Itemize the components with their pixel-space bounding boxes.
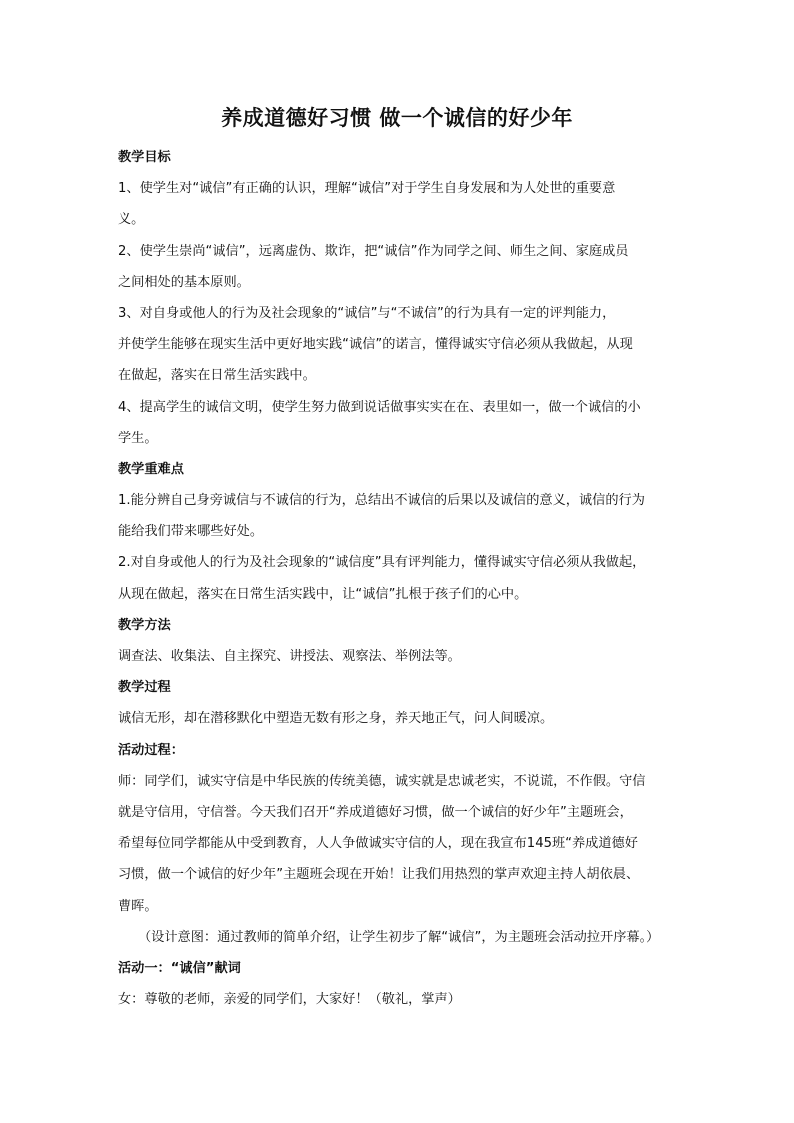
text-line: 在做起，落实在日常生活实践中。 [118,368,316,384]
text-line: （设计意图：通过教师的简单介绍，让学生初步了解“诚信”，为主题班会活动拉开序幕。） [138,929,660,945]
section-heading: 教学目标 [118,150,171,165]
section-heading: 教学重难点 [118,461,184,477]
text-line: 义。 [118,212,145,228]
text-line: 调查法、收集法、自主探究、讲授法、观察法、举例法等。 [118,649,461,664]
text-line: 曹晖。 [118,898,158,914]
text-line: 希望每位同学都能从中受到教育，人人争做诚实守信的人，现在我宣布145班“养成道德好 [118,836,638,852]
document-title: 养成道德好习惯 做一个诚信的好少年 [221,106,573,130]
text-line: 就是守信用，守信誉。今天我们召开“养成道德好习惯，做一个诚信的好少年”主题班会， [118,804,633,820]
text-line: 2.对自身或他人的行为及社会现象的“诚信度”具有评判能力，懂得诚实守信必须从我做起， [118,555,646,571]
section-heading: 教学过程 [118,680,171,696]
text-line: 2、使学生崇尚“诚信”，远离虚伪、欺诈，把“诚信”作为同学之间、师生之间、家庭成员 [118,243,629,259]
text-line: 并使学生能够在现实生活中更好地实践“诚信”的诺言，懂得诚实守信必须从我做起，从现 [118,337,633,353]
section-heading: 活动一：“诚信”献词 [118,960,241,976]
text-line: 3、对自身或他人的行为及社会现象的“诚信”与“不诚信”的行为具有一定的评判能力， [118,305,616,321]
text-line: 之间相处的基本原则。 [118,274,250,290]
text-line: 4、提高学生的诚信文明，使学生努力做到说话做事实实在在、表里如一，做一个诚信的小 [118,399,641,415]
text-line: 女：尊敬的老师，亲爱的同学们，大家好！（敬礼，掌声） [118,992,461,1008]
text-line: 学生。 [118,430,158,446]
text-line: 能给我们带来哪些好处。 [118,524,264,540]
text-line: 习惯，做一个诚信的好少年”主题班会现在开始！让我们用热烈的掌声欢迎主持人胡依晨、 [118,867,640,883]
section-heading: 活动过程： [118,742,184,758]
text-line: 从现在做起，落实在日常生活实践中，让“诚信”扎根于孩子们的心中。 [118,586,528,602]
section-heading: 教学方法 [118,617,171,633]
text-line: 1.能分辨自己身旁诚信与不诚信的行为，总结出不诚信的后果以及诚信的意义，诚信的行为 [118,493,645,509]
text-line: 1、使学生对“诚信”有正确的认识，理解“诚信”对于学生自身发展和为人处世的重要意 [118,181,616,197]
text-line: 诚信无形，却在潜移默化中塑造无数有形之身，养天地正气，问人间暖凉。 [118,711,554,727]
text-line: 师：同学们，诚实守信是中华民族的传统美德，诚实就是忠诚老实，不说谎，不作假。守信 [118,773,646,789]
document-body [118,142,698,1015]
